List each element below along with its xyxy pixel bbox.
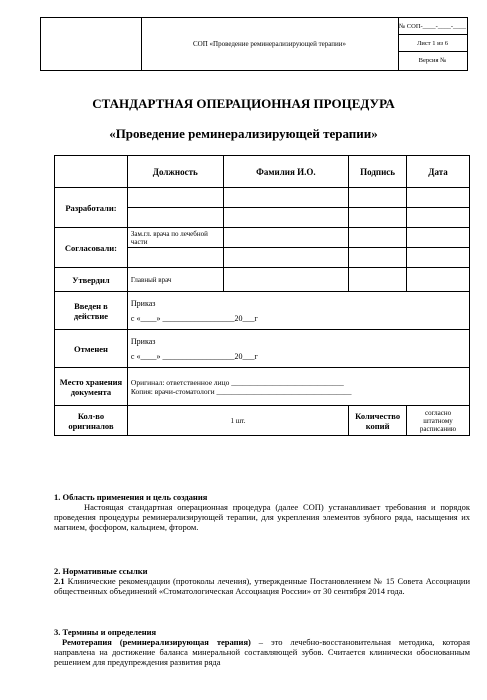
col-date: Дата bbox=[407, 156, 470, 188]
sheet-number: Лист 1 из 6 bbox=[398, 35, 467, 52]
section-2-number: 2.1 bbox=[54, 576, 65, 586]
col-signature: Подпись bbox=[349, 156, 407, 188]
section-1 bbox=[54, 492, 470, 532]
approved-label: Утвердил bbox=[55, 268, 128, 292]
document-subtitle: «Проведение реминерализирующей терапии» bbox=[109, 126, 378, 141]
agreed-position: Зам.гл. врача по лечебной части bbox=[127, 228, 223, 248]
storage-label: Место хранения документа bbox=[55, 368, 128, 406]
copies-value: согласно штатному расписанию bbox=[407, 406, 470, 436]
section-2 bbox=[54, 566, 470, 596]
originals-count: 1 шт. bbox=[127, 406, 348, 436]
header-title: СОП «Проведение реминерализирующей терапии» bbox=[141, 18, 399, 70]
sop-number: № СОП-____-____-____ bbox=[398, 18, 467, 35]
section-1-heading: 1. Область применения и цель создания bbox=[54, 492, 208, 502]
section-2-heading: 2. Нормативные ссылки bbox=[54, 566, 148, 576]
copies-label: Количество копий bbox=[349, 406, 407, 436]
section-3-heading: 3. Термины и определения bbox=[54, 627, 157, 637]
approved-position: Главный врач bbox=[127, 268, 223, 292]
storage-original: Оригинал: ответственное лицо ______________________________ bbox=[130, 377, 344, 387]
section-1-text: Настоящая стандартная операционная процедура (далее СОП) устанавливает требования и порядок проведения процедуры реминерализирующей терапии, для укрепления элементов зубного ряда, насыщения их магнием, фосфором, кальцием, фтором. bbox=[54, 502, 470, 532]
logo-cell bbox=[41, 18, 142, 70]
order-2: Приказ bbox=[130, 336, 156, 346]
col-position: Должность bbox=[127, 156, 223, 188]
originals-count-label: Кол-во оригиналов bbox=[55, 406, 128, 436]
storage-copy: Копия: врачи-стоматологи ____________________________________ bbox=[130, 386, 352, 396]
introduced-label: Введен в действие bbox=[55, 292, 128, 330]
section-3 bbox=[54, 627, 470, 667]
order-1-date: с «____» __________________20___г bbox=[130, 313, 258, 323]
section-3-text: – это лечебно-восстановительная методика, которая направлена на достижение баланса минеральной составляющей зубов. Считается клинически обоснованным решением для предупреждения развития ряда bbox=[54, 637, 470, 667]
section-2-text: Клинические рекомендации (протоколы лечения), утвержденные Постановлением № 15 Совета Ассоциации общественных объединений «Стоматологическая Ассоциация России» от 30 сентября 2014 года. bbox=[54, 576, 470, 596]
approval-table bbox=[54, 155, 470, 436]
developed-label: Разработали: bbox=[55, 188, 128, 228]
order-1: Приказ bbox=[130, 298, 156, 308]
document-title: СТАНДАРТНАЯ ОПЕРАЦИОННАЯ ПРОЦЕДУРА bbox=[92, 96, 395, 111]
order-2-date: с «____» __________________20___г bbox=[130, 351, 258, 361]
section-3-term: Ремотерапия (реминерализирующая терапия) bbox=[62, 637, 251, 647]
version: Версия № bbox=[418, 57, 447, 64]
page-header bbox=[40, 17, 468, 71]
col-name: Фамилия И.О. bbox=[223, 156, 349, 188]
corner-cell bbox=[55, 156, 128, 188]
agreed-label: Согласовали: bbox=[55, 228, 128, 268]
cancelled-label: Отменен bbox=[55, 330, 128, 368]
header-meta bbox=[398, 18, 467, 70]
